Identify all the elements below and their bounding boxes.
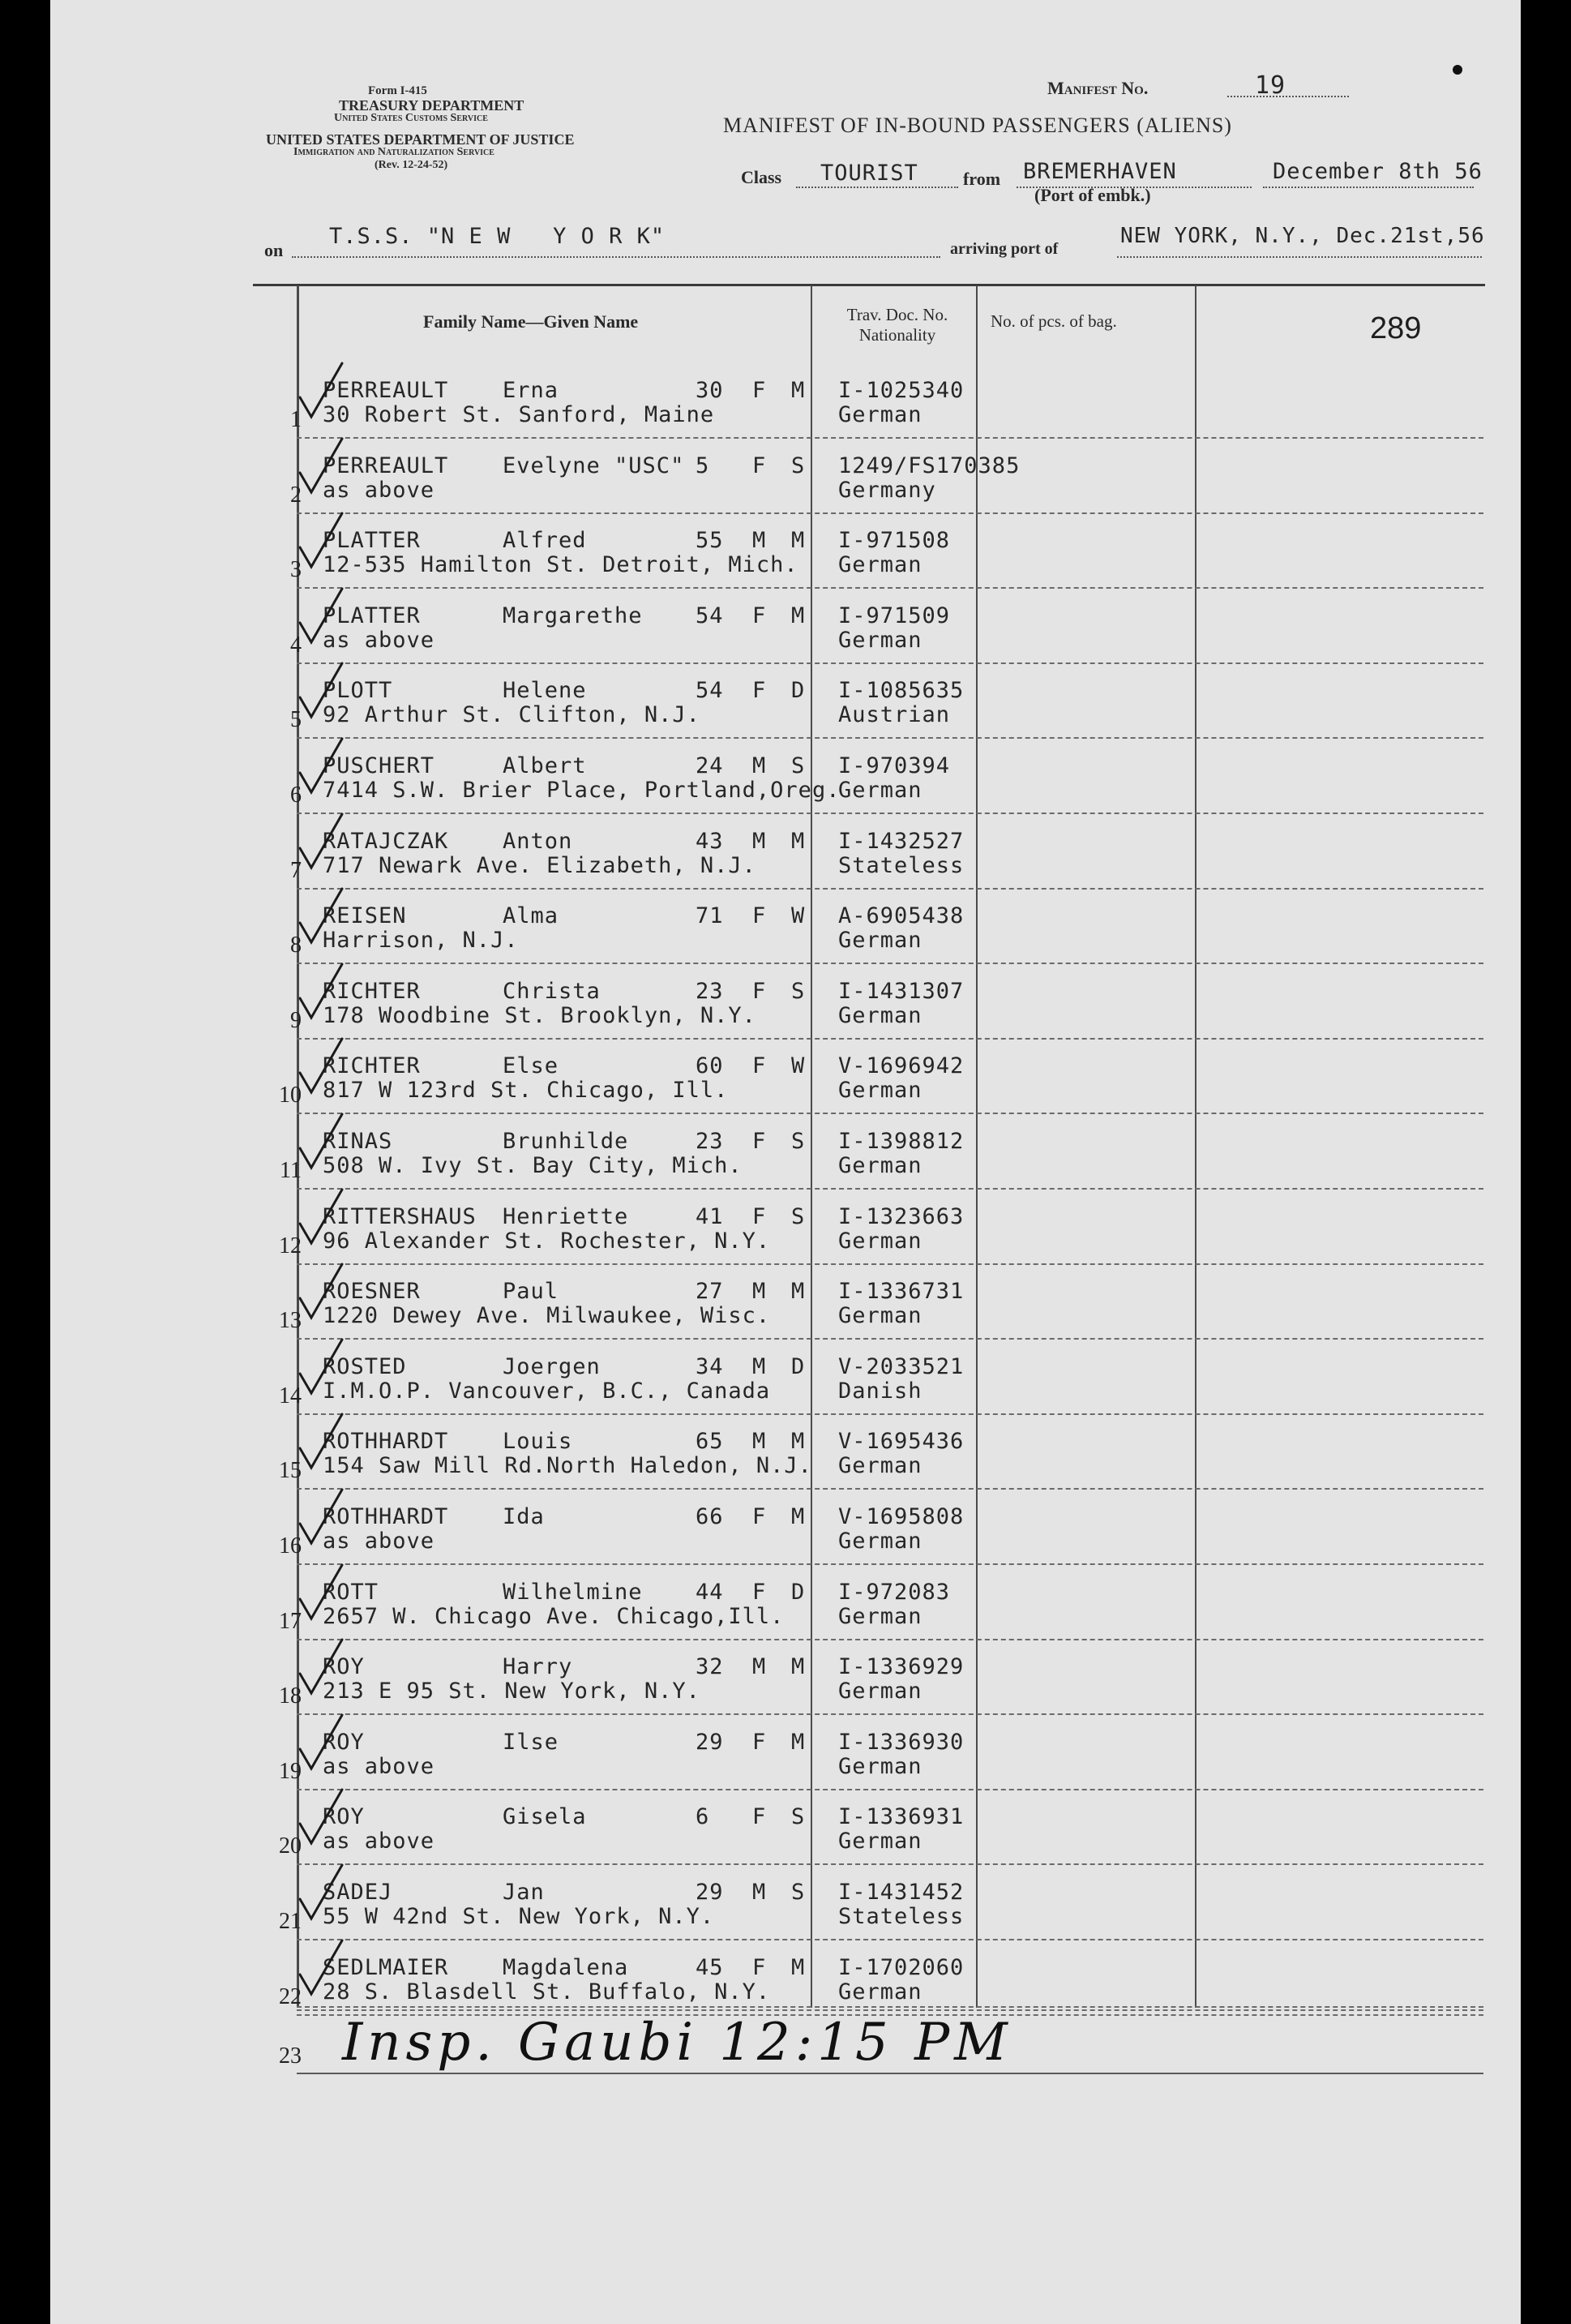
age: 5	[696, 453, 710, 478]
check-mark-icon	[293, 1034, 350, 1099]
nationality: Germany	[838, 478, 936, 503]
date-value: December 8th 56	[1273, 159, 1483, 184]
marital-status: M	[791, 603, 806, 628]
given-name: Gisela	[503, 1804, 587, 1829]
row-number: 15	[279, 1458, 302, 1483]
col-name-header: Family Name—Given Name	[423, 311, 639, 332]
revision: (Rev. 12-24-52)	[375, 159, 448, 171]
sex: M	[752, 829, 767, 854]
given-name: Joergen	[503, 1354, 601, 1379]
nationality: German	[838, 552, 922, 577]
address: 92 Arthur St. Clifton, N.J.	[323, 702, 700, 727]
family-name: PERREAULT	[323, 453, 449, 478]
marital-status: S	[791, 1880, 806, 1905]
address: 178 Woodbine St. Brooklyn, N.Y.	[323, 1003, 756, 1028]
age: 29	[696, 1880, 724, 1905]
family-name: PUSCHERT	[323, 753, 435, 778]
age: 55	[696, 528, 724, 553]
on-label: on	[264, 240, 284, 260]
row-separator	[297, 1338, 1483, 1340]
table-bottom-border	[297, 2073, 1483, 2074]
check-mark-icon	[293, 1409, 350, 1474]
family-name: ROSTED	[323, 1354, 407, 1379]
manifest-sheet	[50, 0, 1521, 2324]
row-separator	[297, 813, 1483, 814]
travel-doc-no: I-1085635	[838, 678, 965, 703]
age: 66	[696, 1504, 724, 1529]
family-name: ROTHHARDT	[323, 1504, 449, 1529]
table-doc-rule	[811, 285, 812, 2008]
ship-line	[292, 256, 940, 258]
travel-doc-no: V-1695436	[838, 1429, 965, 1454]
row-number: 19	[279, 1759, 302, 1784]
sex: M	[752, 1429, 767, 1454]
given-name: Albert	[503, 753, 587, 778]
arriving-line	[1117, 256, 1482, 258]
row-separator	[297, 1639, 1483, 1640]
family-name: REISEN	[323, 903, 407, 928]
row-number-23: 23	[279, 2043, 302, 2069]
check-mark-icon	[293, 1185, 350, 1250]
row-separator	[297, 737, 1483, 739]
travel-doc-no: I-1431307	[838, 979, 965, 1004]
marital-status: M	[791, 1429, 806, 1454]
marital-status: W	[791, 903, 806, 928]
given-name: Christa	[503, 979, 601, 1004]
address: 508 W. Ivy St. Bay City, Mich.	[323, 1153, 743, 1178]
travel-doc-no: I-1336929	[838, 1654, 965, 1679]
row-number: 12	[279, 1233, 302, 1258]
sex: F	[752, 1129, 767, 1154]
nationality: German	[838, 1829, 922, 1854]
nationality: German	[838, 1979, 922, 2005]
nationality: Austrian	[838, 702, 951, 727]
family-name: ROY	[323, 1730, 365, 1755]
row-number: 21	[279, 1909, 302, 1934]
travel-doc-no: A-6905438	[838, 903, 965, 928]
row-separator	[297, 1713, 1483, 1715]
family-name: PLATTER	[323, 603, 421, 628]
age: 34	[696, 1354, 724, 1379]
address: 1220 Dewey Ave. Milwaukee, Wisc.	[323, 1303, 771, 1328]
family-name: PLOTT	[323, 678, 393, 703]
row-number: 4	[290, 632, 302, 658]
row-separator	[297, 1789, 1483, 1790]
travel-doc-no: I-971509	[838, 603, 951, 628]
nationality: German	[838, 1679, 922, 1704]
age: 29	[696, 1730, 724, 1755]
family-name: ROY	[323, 1804, 365, 1829]
age: 44	[696, 1580, 724, 1605]
given-name: Helene	[503, 678, 587, 703]
given-name: Jan	[503, 1880, 545, 1905]
row-number: 18	[279, 1683, 302, 1709]
travel-doc-no: I-1336931	[838, 1804, 965, 1829]
given-name: Louis	[503, 1429, 573, 1454]
nationality: German	[838, 628, 922, 653]
marital-status: M	[791, 1730, 806, 1755]
row-number: 5	[290, 707, 302, 732]
nationality: German	[838, 1153, 922, 1178]
row-number: 7	[290, 858, 302, 883]
sex: F	[752, 378, 767, 403]
sex: F	[752, 1955, 767, 1980]
address: as above	[323, 1529, 435, 1554]
check-mark-icon	[293, 809, 350, 874]
travel-doc-no: I-1398812	[838, 1129, 965, 1154]
given-name: Ida	[503, 1504, 545, 1529]
marital-status: M	[791, 1955, 806, 1980]
row-separator	[297, 1263, 1483, 1265]
given-name: Wilhelmine	[503, 1580, 643, 1605]
address: as above	[323, 628, 435, 653]
age: 71	[696, 903, 724, 928]
age: 23	[696, 979, 724, 1004]
check-mark-icon	[293, 1710, 350, 1775]
travel-doc-no: V-2033521	[838, 1354, 965, 1379]
address: 12-535 Hamilton St. Detroit, Mich.	[323, 552, 798, 577]
row-number: 9	[290, 1008, 302, 1033]
check-mark-icon	[293, 959, 350, 1024]
marital-status: D	[791, 1580, 806, 1605]
check-mark-icon	[293, 1635, 350, 1700]
given-name: Evelyne "USC"	[503, 453, 685, 478]
age: 41	[696, 1204, 724, 1229]
travel-doc-no: I-971508	[838, 528, 951, 553]
row-separator	[297, 1939, 1483, 1940]
arriving-label: arriving port of	[950, 240, 1059, 258]
marital-status: M	[791, 1279, 806, 1304]
nationality: German	[838, 778, 922, 803]
age: 27	[696, 1279, 724, 1304]
row-number: 22	[279, 1984, 302, 2009]
sex: F	[752, 1804, 767, 1829]
address: as above	[323, 1754, 435, 1779]
address: as above	[323, 1829, 435, 1854]
check-mark-icon	[293, 1335, 350, 1400]
sex: M	[752, 753, 767, 778]
check-mark-icon	[293, 734, 350, 799]
given-name: Alma	[503, 903, 559, 928]
nationality: German	[838, 1754, 922, 1779]
sex: M	[752, 1354, 767, 1379]
family-name: SADEJ	[323, 1880, 393, 1905]
row-separator	[297, 1863, 1483, 1865]
nationality: German	[838, 1228, 922, 1254]
row-number: 8	[290, 933, 302, 958]
nationality: German	[838, 1078, 922, 1103]
address: 7414 S.W. Brier Place, Portland,Oreg.	[323, 778, 841, 803]
marital-status: M	[791, 378, 806, 403]
row-number: 11	[280, 1158, 302, 1183]
col-doc-header-line1: Trav. Doc. No.	[846, 305, 948, 324]
arriving-value: NEW YORK, N.Y., Dec.21st,56	[1120, 224, 1485, 248]
sex: F	[752, 903, 767, 928]
page-number: 289	[1370, 311, 1422, 345]
class-line	[796, 187, 958, 188]
sex: F	[752, 1204, 767, 1229]
nationality: German	[838, 1303, 922, 1328]
row-separator	[297, 1188, 1483, 1190]
age: 54	[696, 678, 724, 703]
punch-dot	[1453, 65, 1462, 75]
address: 154 Saw Mill Rd.North Haledon, N.J.	[323, 1453, 812, 1478]
row-separator	[297, 1413, 1483, 1415]
row-number: 3	[290, 557, 302, 582]
address: 55 W 42nd St. New York, N.Y.	[323, 1904, 715, 1929]
row-separator-last	[297, 2009, 1483, 2011]
row-separator	[297, 437, 1483, 439]
marital-status: D	[791, 1354, 806, 1379]
given-name: Alfred	[503, 528, 587, 553]
marital-status: S	[791, 1204, 806, 1229]
family-name: ROTHHARDT	[323, 1429, 449, 1454]
sex: F	[752, 1580, 767, 1605]
marital-status: M	[791, 1504, 806, 1529]
form-number: Form I-415	[368, 84, 427, 97]
sex: M	[752, 1880, 767, 1905]
nationality: German	[838, 1003, 922, 1028]
check-mark-icon	[293, 1560, 350, 1625]
age: 32	[696, 1654, 724, 1679]
col-doc-header-line2: Nationality	[858, 325, 936, 345]
travel-doc-no: I-1336930	[838, 1730, 965, 1755]
manifest-no-value: 19	[1255, 71, 1286, 100]
family-name: ROY	[323, 1654, 365, 1679]
row-number: 14	[279, 1383, 302, 1409]
given-name: Harry	[503, 1654, 573, 1679]
table-extra-rule	[1195, 285, 1196, 2008]
manifest-title: MANIFEST OF IN-BOUND PASSENGERS (ALIENS)	[723, 114, 1232, 137]
class-label: Class	[741, 167, 782, 187]
sex: F	[752, 1504, 767, 1529]
row-separator	[297, 662, 1483, 664]
from-label: from	[963, 169, 1001, 189]
travel-doc-no: I-1025340	[838, 378, 965, 403]
given-name: Anton	[503, 829, 573, 854]
marital-status: W	[791, 1053, 806, 1078]
travel-doc-no: I-972083	[838, 1580, 951, 1605]
marital-status: M	[791, 829, 806, 854]
travel-doc-no: I-1431452	[838, 1880, 965, 1905]
family-name: RATAJCZAK	[323, 829, 449, 854]
sex: F	[752, 453, 767, 478]
travel-doc-no: I-970394	[838, 753, 951, 778]
sex: M	[752, 1279, 767, 1304]
sex: M	[752, 1654, 767, 1679]
given-name: Henriette	[503, 1204, 629, 1229]
sex: F	[752, 1730, 767, 1755]
ins-service: Immigration and Naturalization Service	[293, 146, 494, 158]
family-name: ROTT	[323, 1580, 379, 1605]
inspection-signature: Insp. Gaubi 12:15 PM	[342, 2013, 1012, 2073]
address: as above	[323, 478, 435, 503]
family-name: RICHTER	[323, 979, 421, 1004]
family-name: RICHTER	[323, 1053, 421, 1078]
given-name: Erna	[503, 378, 559, 403]
check-mark-icon	[293, 658, 350, 723]
row-separator	[297, 1488, 1483, 1490]
nationality: German	[838, 402, 922, 427]
class-value: TOURIST	[820, 161, 918, 186]
travel-doc-no: V-1696942	[838, 1053, 965, 1078]
family-name: RITTERSHAUS	[323, 1204, 477, 1229]
marital-status: M	[791, 1654, 806, 1679]
address: 96 Alexander St. Rochester, N.Y.	[323, 1228, 771, 1254]
address: I.M.O.P. Vancouver, B.C., Canada	[323, 1379, 771, 1404]
address: Harrison, N.J.	[323, 928, 519, 953]
check-mark-icon	[293, 1785, 350, 1850]
given-name: Else	[503, 1053, 559, 1078]
check-mark-icon	[293, 358, 350, 423]
given-name: Margarethe	[503, 603, 643, 628]
nationality: Danish	[838, 1379, 922, 1404]
check-mark-icon	[293, 508, 350, 573]
given-name: Magdalena	[503, 1955, 629, 1980]
address: 717 Newark Ave. Elizabeth, N.J.	[323, 853, 756, 878]
check-mark-icon	[293, 884, 350, 949]
family-name: RINAS	[323, 1129, 393, 1154]
col-doc-header	[825, 305, 970, 345]
col-bag-header: No. of pcs. of bag.	[991, 311, 1117, 331]
customs-service: United States Customs Service	[334, 112, 488, 124]
row-separator	[297, 587, 1483, 589]
row-separator	[297, 1563, 1483, 1565]
manifest-no-label: Manifest No.	[1047, 78, 1149, 98]
age: 43	[696, 829, 724, 854]
sex: F	[752, 603, 767, 628]
marital-status: S	[791, 753, 806, 778]
age: 54	[696, 603, 724, 628]
row-separator	[297, 888, 1483, 890]
row-separator-double	[297, 2006, 1483, 2008]
sex: F	[752, 1053, 767, 1078]
embark-label: (Port of embk.)	[1034, 185, 1151, 205]
nationality: German	[838, 1529, 922, 1554]
marital-status: S	[791, 979, 806, 1004]
sex: M	[752, 528, 767, 553]
ship-value: T.S.S. "N E W Y O R K"	[329, 224, 666, 249]
sex: F	[752, 979, 767, 1004]
travel-doc-no: I-1432527	[838, 829, 965, 854]
row-separator	[297, 1113, 1483, 1114]
age: 24	[696, 753, 724, 778]
marital-status: S	[791, 1804, 806, 1829]
travel-doc-no: I-1336731	[838, 1279, 965, 1304]
check-mark-icon	[293, 434, 350, 499]
row-number: 16	[279, 1533, 302, 1559]
family-name: PERREAULT	[323, 378, 449, 403]
marital-status: D	[791, 678, 806, 703]
from-value: BREMERHAVEN	[1023, 159, 1177, 184]
age: 60	[696, 1053, 724, 1078]
check-mark-icon	[293, 1860, 350, 1925]
age: 65	[696, 1429, 724, 1454]
address: 30 Robert St. Sanford, Maine	[323, 402, 715, 427]
table-top-border	[253, 284, 1485, 286]
nationality: Stateless	[838, 1904, 965, 1929]
check-mark-icon	[293, 1936, 350, 2000]
age: 30	[696, 378, 724, 403]
check-mark-icon	[293, 1109, 350, 1174]
nationality: Stateless	[838, 853, 965, 878]
row-number: 13	[279, 1308, 302, 1333]
justice-dept: UNITED STATES DEPARTMENT OF JUSTICE	[266, 131, 575, 148]
travel-doc-no: I-1702060	[838, 1955, 965, 1980]
row-separator	[297, 1038, 1483, 1040]
family-name: ROESNER	[323, 1279, 421, 1304]
treasury-dept: TREASURY DEPARTMENT	[339, 97, 524, 114]
row-separator	[297, 963, 1483, 964]
age: 45	[696, 1955, 724, 1980]
row-separator	[297, 512, 1483, 514]
family-name: PLATTER	[323, 528, 421, 553]
age: 6	[696, 1804, 710, 1829]
given-name: Ilse	[503, 1730, 559, 1755]
row-number: 6	[290, 783, 302, 808]
travel-doc-no: I-1323663	[838, 1204, 965, 1229]
row-number: 17	[279, 1609, 302, 1634]
address: 213 E 95 St. New York, N.Y.	[323, 1679, 700, 1704]
given-name: Paul	[503, 1279, 559, 1304]
travel-doc-no: 1249/FS170385	[838, 453, 1021, 478]
marital-status: S	[791, 1129, 806, 1154]
family-name: SEDLMAIER	[323, 1955, 449, 1980]
address: 28 S. Blasdell St. Buffalo, N.Y.	[323, 1979, 771, 2005]
nationality: German	[838, 1453, 922, 1478]
check-mark-icon	[293, 584, 350, 649]
row-number: 1	[290, 407, 302, 432]
date-line	[1263, 187, 1474, 188]
row-number: 2	[290, 482, 302, 508]
nationality: German	[838, 928, 922, 953]
check-mark-icon	[293, 1259, 350, 1324]
marital-status: M	[791, 528, 806, 553]
sex: F	[752, 678, 767, 703]
marital-status: S	[791, 453, 806, 478]
address: 817 W 123rd St. Chicago, Ill.	[323, 1078, 729, 1103]
address: 2657 W. Chicago Ave. Chicago,Ill.	[323, 1604, 785, 1629]
age: 23	[696, 1129, 724, 1154]
check-mark-icon	[293, 1485, 350, 1550]
nationality: German	[838, 1604, 922, 1629]
row-number: 20	[279, 1833, 302, 1859]
table-bag-rule	[976, 285, 978, 2008]
given-name: Brunhilde	[503, 1129, 629, 1154]
row-number: 10	[279, 1083, 302, 1108]
manifest-no-line	[1227, 96, 1349, 97]
travel-doc-no: V-1695808	[838, 1504, 965, 1529]
